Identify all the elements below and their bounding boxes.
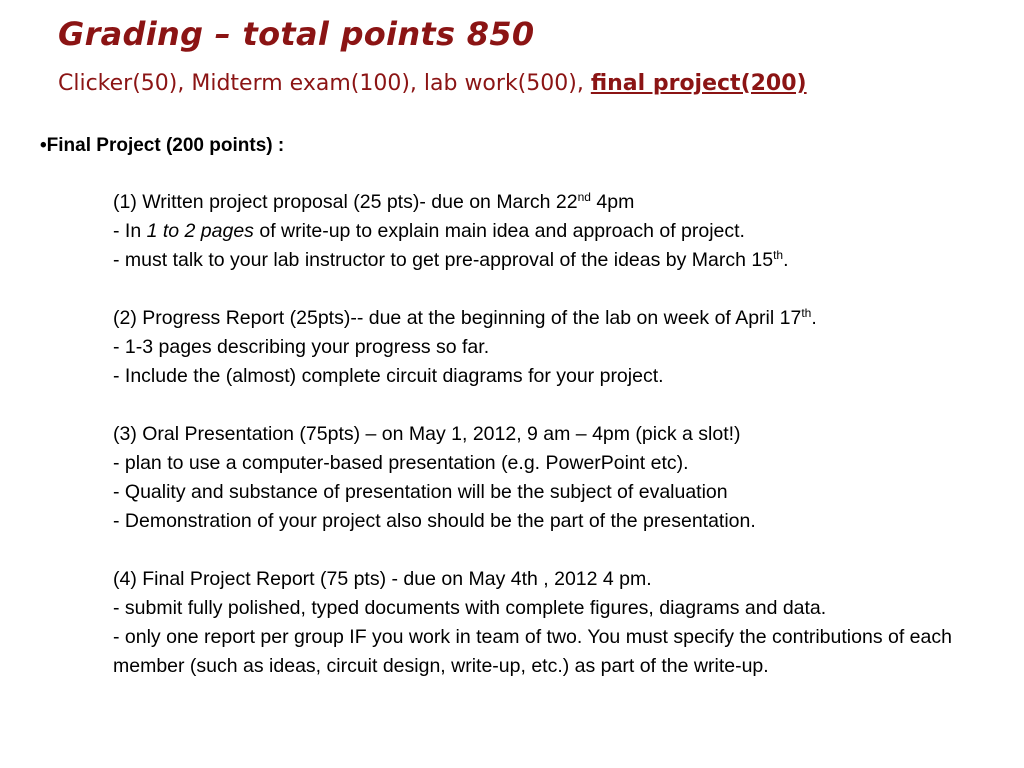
oral-demo-note: - Demonstration of your project also should be the part of the presentation. — [113, 510, 756, 532]
slide-title: Grading – total points 850 — [58, 15, 535, 53]
proposal-title-text: (1) Written project proposal (25 pts)- due on March 22 — [113, 191, 578, 213]
section-oral-presentation — [113, 420, 1013, 536]
final-project-details — [113, 188, 1013, 710]
progress-title-tail: . — [811, 307, 817, 329]
section-progress-report — [113, 304, 1013, 391]
section-proposal — [113, 188, 1013, 275]
oral-computer-note: - plan to use a computer-based presentation (e.g. PowerPoint etc). — [113, 452, 689, 474]
subtitle-highlight: final project(200) — [590, 71, 807, 96]
proposal-length-pre: - In — [113, 220, 147, 242]
final-report-group-note: - only one report per group IF you work in team of two. You must specify the contributions of each member (such as ideas, circuit design, write-up, etc.) as part of the write-up. — [113, 626, 952, 677]
proposal-title — [113, 188, 1013, 217]
bullet-marker: • — [40, 135, 47, 156]
proposal-approval-text: - must talk to your lab instructor to get pre-approval of the ideas by March 15 — [113, 249, 774, 271]
proposal-title-tail: 4pm — [590, 191, 635, 213]
subtitle-prefix: Clicker(50), Midterm exam(100), lab work(500), — [58, 71, 591, 96]
oral-title: (3) Oral Presentation (75pts) – on May 1, 2012, 9 am – 4pm (pick a slot!) — [113, 423, 741, 445]
progress-title-text: (2) Progress Report (25pts)-- due at the beginning of the lab on week of April 17 — [113, 307, 802, 329]
progress-diagrams-note: - Include the (almost) complete circuit diagrams for your project. — [113, 365, 664, 387]
section-final-report — [113, 565, 1013, 681]
proposal-approval-note — [113, 246, 1013, 275]
oral-quality-note: - Quality and substance of presentation will be the subject of evaluation — [113, 481, 728, 503]
proposal-approval-tail: . — [783, 249, 789, 271]
proposal-approval-sup: th — [773, 248, 784, 262]
proposal-length-post: of write-up to explain main idea and approach of project. — [253, 220, 745, 242]
final-report-title: (4) Final Project Report (75 pts) - due on May 4th , 2012 4 pm. — [113, 568, 652, 590]
proposal-length-emphasis: 1 to 2 pages — [146, 220, 254, 242]
slide-subtitle — [58, 68, 807, 100]
final-report-format-note: - submit fully polished, typed documents with complete figures, diagrams and data. — [113, 597, 827, 619]
progress-pages-note: - 1-3 pages describing your progress so far. — [113, 336, 490, 358]
progress-title — [113, 304, 1013, 333]
final-project-heading-text: Final Project (200 points) : — [46, 135, 285, 156]
progress-title-sup: th — [801, 306, 812, 320]
proposal-title-sup: nd — [577, 190, 591, 204]
final-project-heading — [40, 133, 284, 159]
proposal-length-note — [113, 217, 1013, 246]
